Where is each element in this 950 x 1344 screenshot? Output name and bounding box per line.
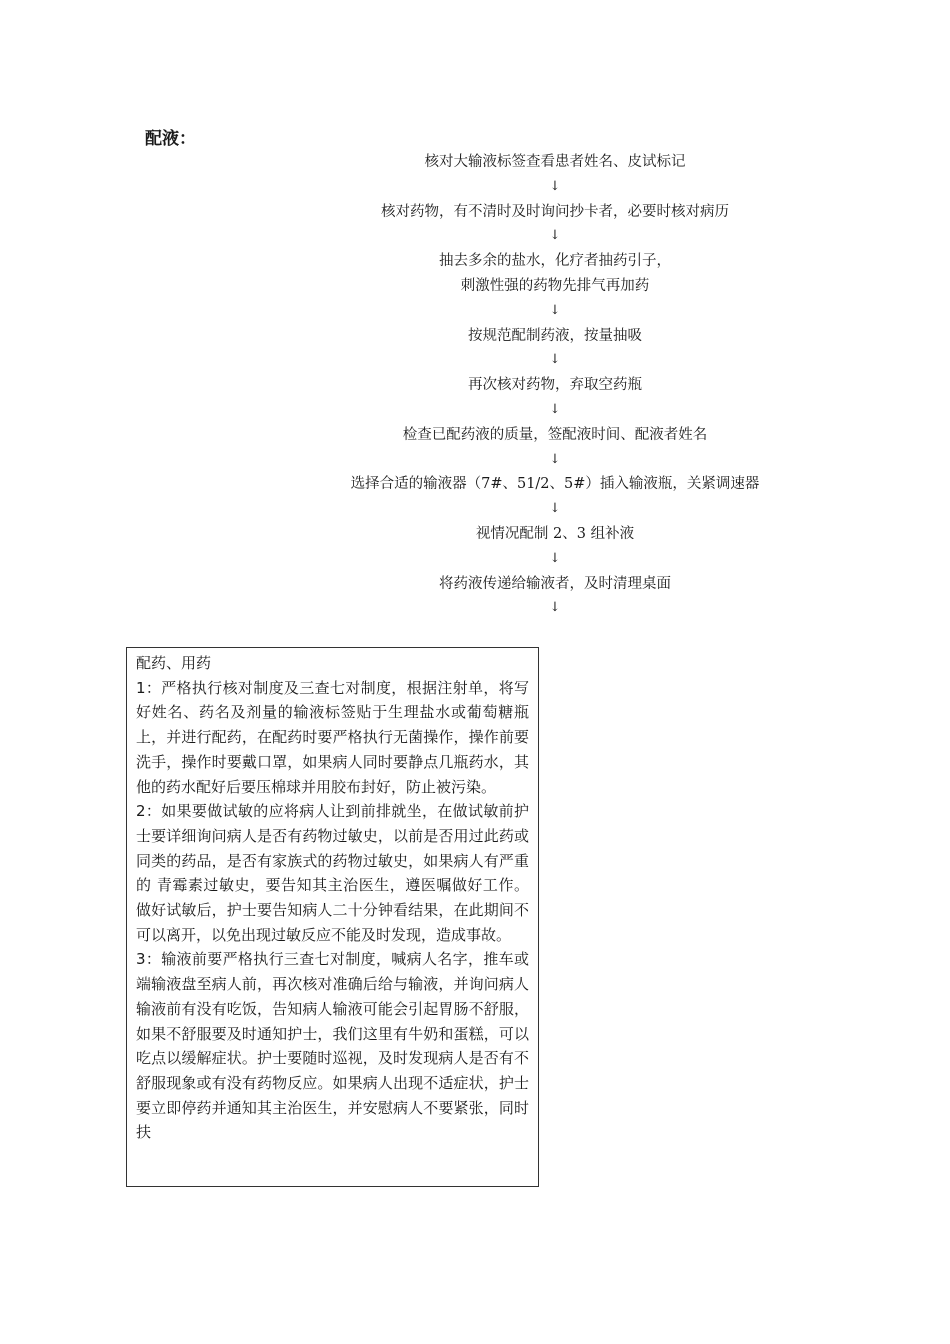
flow-step-4: 按规范配制药液，按量抽吸	[468, 327, 642, 344]
down-arrow-icon: ↓	[549, 228, 561, 244]
notes-box	[126, 647, 539, 1187]
notes-item-3: 3：输液前要严格执行三查七对制度，喊病人名字，推车或端输液盘至病人前，再次核对准确后给与输液，并询问病人输液前有没有吃饭，告知病人输液可能会引起胃肠不舒服，如果不舒服要及时通知护士，我们这里有牛奶和蛋糕，可以吃点以缓解症状。护士要随时巡视，及时发现病人是否有不舒服现象或有没有药物反应。如果病人出现不适症状，护士要立即停药并通知其主治医生，并安慰病人不要紧张，同时扶	[136, 950, 529, 1142]
notes-item-2: 2：如果要做试敏的应将病人让到前排就坐，在做试敏前护士要详细询问病人是否有药物过敏史，以前是否用过此药或同类的药品，是否有家族式的药物过敏史，如果病人有严重的 青霉素过敏史，要告知其主治医生，遵医嘱做好工作。做好试敏后，护士要告知病人二十分钟看结果，在此期间不可以离开，以免出现过敏反应不能及时发现，造成事故。	[136, 802, 529, 944]
flow-step-3-line-1: 抽去多余的盐水，化疗者抽药引子，	[439, 253, 671, 270]
down-arrow-icon: ↓	[549, 600, 561, 616]
flow-step-5: 再次核对药物，弃取空药瓶	[468, 377, 642, 394]
flow-step-9: 将药液传递给输液者，及时清理桌面	[439, 575, 671, 592]
flow-step-6: 检查已配药液的质量，签配液时间、配液者姓名	[402, 426, 708, 443]
down-arrow-icon: ↓	[549, 178, 561, 194]
notes-heading: 配药、用药	[136, 654, 212, 672]
flow-step-7: 选择合适的输液器（7#、51/2、5#）插入输液瓶，关紧调速器	[350, 476, 760, 493]
notes-item-1: 1：严格执行核对制度及三查七对制度，根据注射单，将写好姓名、药名及剂量的输液标签贴于生理盐水或葡萄糖瓶上，并进行配药，在配药时要严格执行无菌操作，操作前要洗手，操作时要戴口罩，如果病人同时要静点几瓶药水，其他的药水配好后要压棉球并用胶布封好，防止被污染。	[136, 678, 529, 796]
flowchart	[300, 150, 810, 621]
down-arrow-icon: ↓	[549, 451, 561, 467]
flow-step-1: 核对大输液标签查看患者姓名、皮试标记	[424, 154, 686, 170]
down-arrow-icon: ↓	[549, 501, 561, 517]
down-arrow-icon: ↓	[549, 352, 561, 368]
down-arrow-icon: ↓	[549, 550, 561, 566]
down-arrow-icon: ↓	[549, 401, 561, 417]
down-arrow-icon: ↓	[549, 302, 561, 318]
flow-step-8: 视情况配制 2、3 组补液	[475, 525, 635, 542]
section-title: 配液：	[145, 129, 196, 149]
flow-step-3-line-2: 刺激性强的药物先排气再加药	[460, 277, 650, 294]
flow-step-2: 核对药物，有不清时及时询问抄卡者，必要时核对病历	[381, 203, 729, 220]
